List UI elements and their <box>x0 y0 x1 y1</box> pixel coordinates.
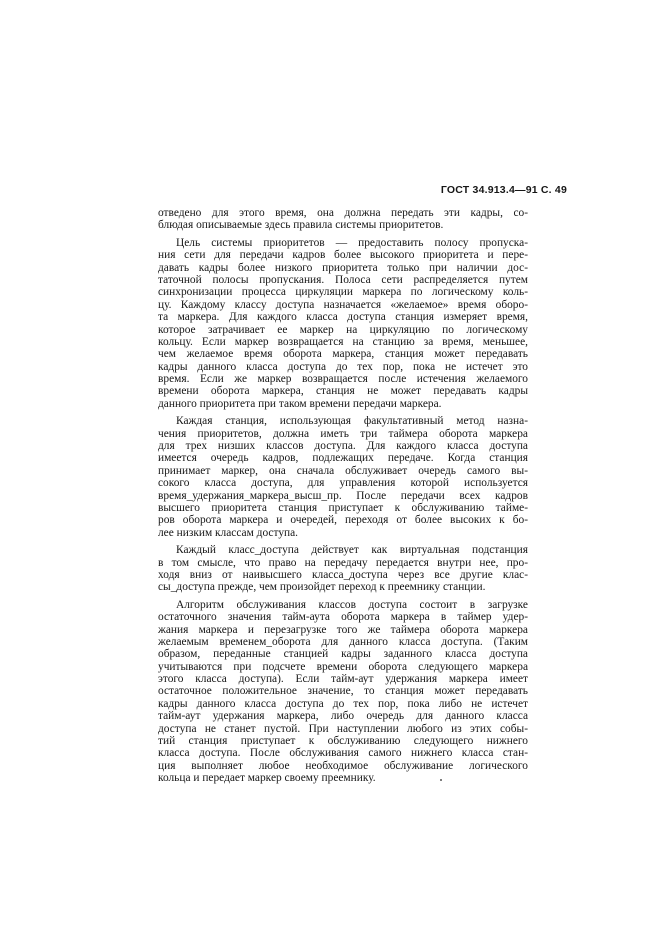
text-line: синхронизации процесса циркуляции маркера по логическому коль- <box>158 286 528 299</box>
text-line: в том смысле, что право на передачу передается внутри нее, про- <box>158 556 528 569</box>
text-line: чем желаемое время оборота маркера, станция может передавать <box>158 348 528 361</box>
text-line: имеется очередь кадров, подлежащих передаче. Когда станция <box>158 452 528 465</box>
text-line: лее низким классам доступа. <box>158 526 299 539</box>
text-line: кадры данного класса доступа до тех пор, пока не истечет это <box>158 360 528 373</box>
paragraph <box>158 415 528 539</box>
text-line: жания маркера и перезагрузке того же таймера оборота маркера <box>158 623 528 636</box>
text-line: остаточного значения тайм-аута оборота маркера в таймер удер- <box>158 611 528 624</box>
text-line: Цель системы приоритетов — предоставить полосу пропуска- <box>176 236 528 249</box>
text-line: этого класса доступа). Если тайм-аут удержания маркера имеет <box>158 673 528 686</box>
text-line: доступа не станет пустой. При наступлении любого из этих собы- <box>158 722 528 735</box>
text-line: ходя вниз от наивысшего класса_доступа через все другие клас- <box>158 568 528 581</box>
page-header: ГОСТ 34.913.4—91 С. 49 <box>440 184 567 196</box>
text-line: времени оборота маркера, станция не может передавать кадры <box>158 385 528 398</box>
document-body <box>158 207 528 785</box>
text-line: класса доступа. После обслуживания самого нижнего класса стан- <box>158 747 528 760</box>
text-line: сы_доступа прежде, чем произойдет переход к преемнику станции. <box>158 581 486 594</box>
text-line: время_удержания_маркера_высш_пр. После передачи всех кадров <box>158 489 528 502</box>
text-line: высшего приоритета станция приступает к обслуживанию тайме- <box>158 501 528 514</box>
text-line: желаемым временем_оборота для данного класса доступа. (Таким <box>158 635 528 648</box>
text-line: данного приоритета при таком времени передачи маркера. <box>158 397 442 410</box>
text-line: тайм-аут удержания маркера, либо очередь для данного класса <box>158 710 528 723</box>
scan-speck <box>440 779 442 781</box>
text-line: которое затрачивает ее маркер на циркуляцию по логическому <box>158 323 528 336</box>
text-line: Алгоритм обслуживания классов доступа состоит в загрузке <box>176 598 528 611</box>
text-line: сокого класса доступа, для управления которой используется <box>158 477 528 490</box>
text-line: Каждый класс_доступа действует как виртуальная подстанция <box>176 544 528 557</box>
text-line: таточной полосы пропускания. Полоса сети распределяется путем <box>158 273 528 286</box>
paragraph <box>158 207 528 232</box>
text-line: ров оборота маркера и очередей, переходя от более высоких к бо- <box>158 514 528 527</box>
text-line: тий станция приступает к обслуживанию следующего нижнего <box>158 735 528 748</box>
text-line: остаточное положительное значение, то станция может передавать <box>158 685 528 698</box>
text-line: кольцу. Если маркер возвращается на станцию за время, меньшее, <box>158 335 528 348</box>
text-line: ния сети для передачи кадров более высокого приоритета и пере- <box>158 249 528 262</box>
text-line: чения приоритетов, должна иметь три таймера оборота маркера <box>158 427 528 440</box>
text-line: та маркера. Для каждого класса доступа станция измеряет время, <box>158 311 528 324</box>
text-line: отведено для этого время, она должна передать эти кадры, со- <box>158 207 528 219</box>
text-line: цу. Каждому классу доступа назначается «желаемое» время оборо- <box>158 298 528 311</box>
text-line: учитываются при подсчете времени оборота следующего маркера <box>158 660 528 673</box>
text-line: ция выполняет любое необходимое обслуживание логического <box>158 759 528 772</box>
text-line: время. Если же маркер возвращается после истечения желаемого <box>158 373 528 386</box>
paragraph <box>158 599 528 785</box>
paragraph <box>158 544 528 594</box>
text-line: кадры данного класса доступа до тех пор, пока либо не истечет <box>158 697 528 710</box>
text-line: Каждая станция, использующая факультативный метод назна- <box>176 415 528 428</box>
text-line: принимает маркер, она сначала обслуживает очередь самого вы- <box>158 464 528 477</box>
text-line: кольца и передает маркер своему преемнику. <box>158 772 376 785</box>
text-line: образом, переданные станцией кадры заданного класса доступа <box>158 648 528 661</box>
paragraph <box>158 237 528 410</box>
text-line: блюдая описываемые здесь правила системы приоритетов. <box>158 219 444 232</box>
text-line: давать кадры более низкого приоритета только при наличии дос- <box>158 261 528 274</box>
text-line: для трех низших классов доступа. Для каждого класса доступа <box>158 440 528 453</box>
